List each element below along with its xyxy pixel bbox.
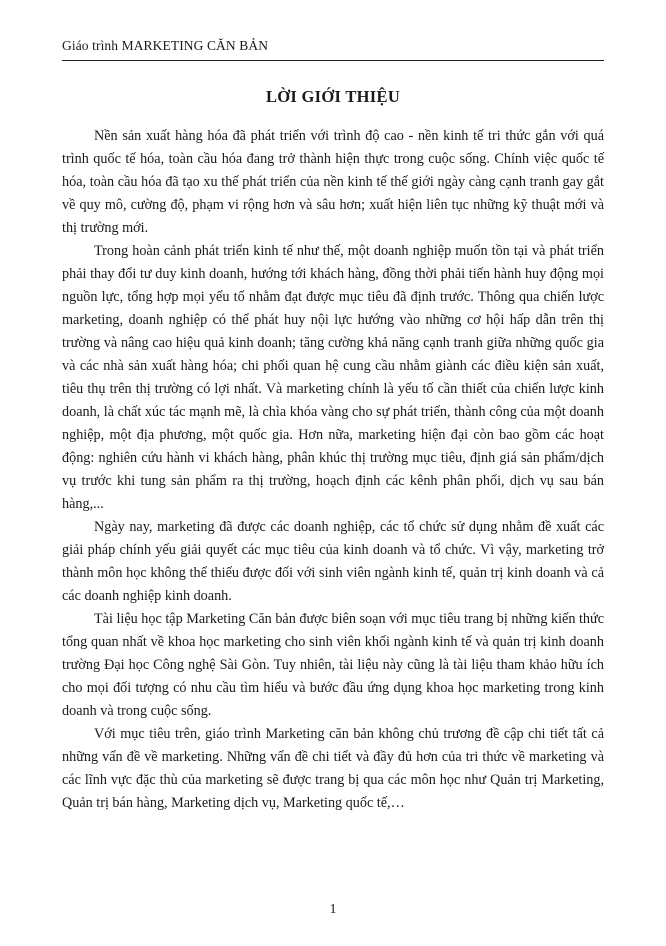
paragraph: Nền sản xuất hàng hóa đã phát triển với trình độ cao - nền kinh tế tri thức gắn với quá trình quốc tế hóa, toàn cầu hóa đang trở thành hiện thực trong cuộc sống. Chính việc quốc tế hóa, toàn cầu hóa đã tạo xu thế phát triển của nền kinh tế thế giới ngày càng cạnh tranh gay gắt về quy mô, cường độ, phạm vi rộng hơn và sâu hơn; xuất hiện liên tục những kỹ thuật mới và thị trường mới. [62, 128, 604, 236]
paragraph: Trong hoàn cảnh phát triển kinh tế như thế, một doanh nghiệp muốn tồn tại và phát triển phải thay đổi tư duy kinh doanh, hướng tới khách hàng, đồng thời phải tiến hành huy động mọi nguồn lực, tổng hợp mọi yếu tố nhằm đạt được mục tiêu đã định trước. Thông qua chiến lược marketing, doanh nghiệp có thể phát huy nội lực hướng vào những cơ hội hấp dẫn trên thị trường và nâng cao hiệu quả kinh doanh; tăng cường khả năng cạnh tranh giữa những quốc gia và các nhà sản xuất hàng hóa; chi phối quan hệ cung cầu nhằm giành các điều kiện sản xuất, tiêu thụ trên thị trường có lợi nhất. Và marketing chính là yếu tố cần thiết của chiến lược kinh doanh, là chất xúc tác mạnh mẽ, là chìa khóa vàng cho sự phát triển, thành công của một doanh nghiệp, một địa phương, một quốc gia. Hơn nữa, marketing hiện đại còn bao gồm các hoạt động: nghiên cứu hành vi khách hàng, phân khúc thị trường mục tiêu, định giá sản phẩm/dịch vụ trước khi tung sản phẩm ra thị trường, hoạch định các kênh phân phối, dịch vụ sau bán hàng,... [62, 243, 604, 512]
body-text [62, 125, 604, 815]
paragraph: Tài liệu học tập Marketing Căn bản được biên soạn với mục tiêu trang bị những kiến thức tổng quan nhất về khoa học marketing cho sinh viên khối ngành kinh tế và quản trị kinh doanh trường Đại học Công nghệ Sài Gòn. Tuy nhiên, tài liệu này cũng là tài liệu tham khảo hữu ích cho mọi đối tượng có nhu cầu tìm hiểu và bước đầu ứng dụng khoa học marketing trong kinh doanh và trong cuộc sống. [62, 611, 604, 719]
page-number: 1 [329, 902, 337, 917]
paragraph: Với mục tiêu trên, giáo trình Marketing căn bản không chủ trương đề cập chi tiết tất cả những vấn đề về marketing. Những vấn đề chi tiết và đầy đủ hơn của tri thức về marketing và các lĩnh vực đặc thù của marketing sẽ được trang bị qua các môn học như Quản trị Marketing, Quản trị bán hàng, Marketing dịch vụ, Marketing quốc tế,… [62, 726, 604, 811]
page-title: LỜI GIỚI THIỆU [265, 87, 401, 106]
running-head: Giáo trình MARKETING CĂN BẢN [62, 38, 604, 61]
paragraph: Ngày nay, marketing đã được các doanh nghiệp, các tổ chức sử dụng nhằm đề xuất các giải pháp chính yếu giải quyết các mục tiêu của kinh doanh và tổ chức. Vì vậy, marketing trở thành môn học không thể thiếu được đối với sinh viên ngành kinh tế, quản trị kinh doanh và cả các doanh nghiệp kinh doanh. [62, 519, 604, 604]
